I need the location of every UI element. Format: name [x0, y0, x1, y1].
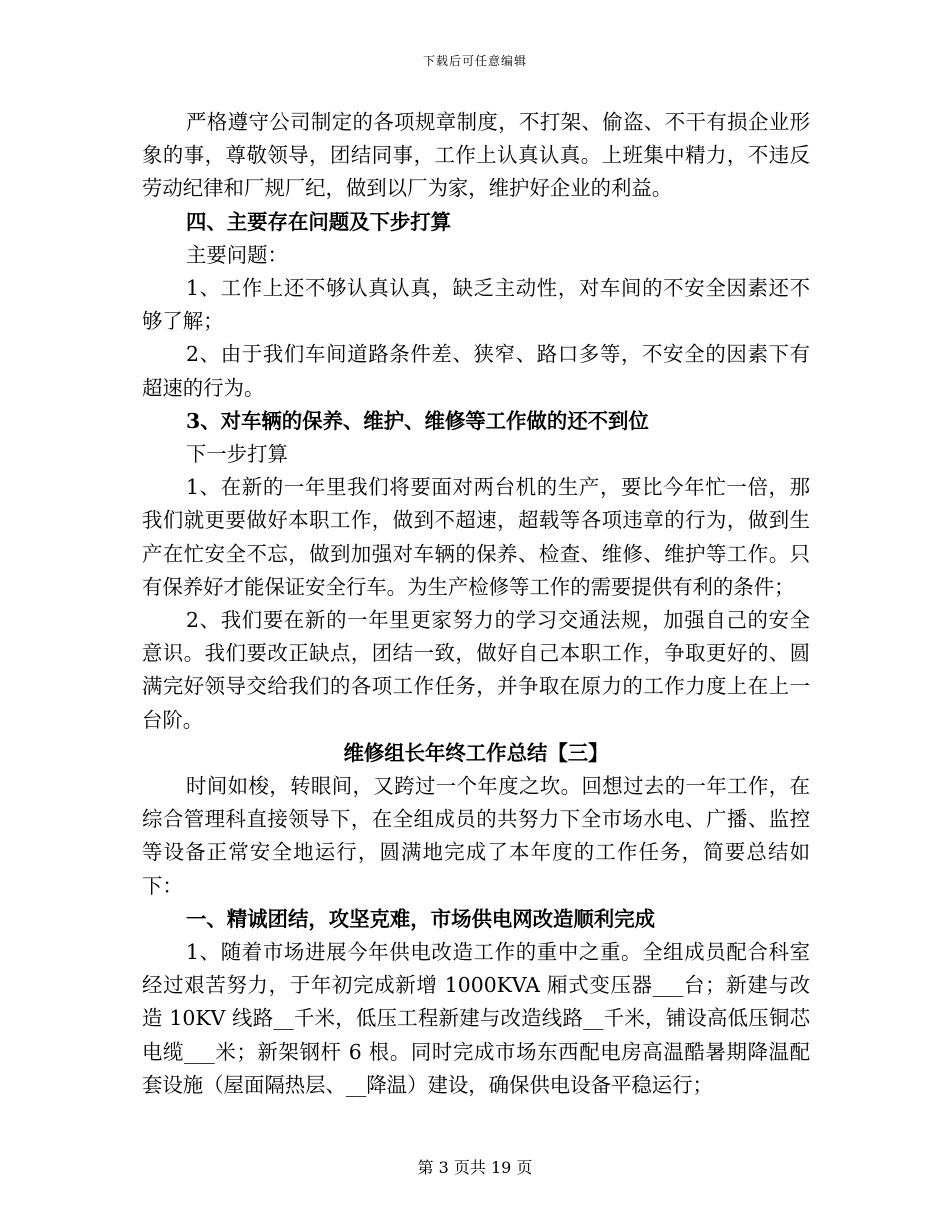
issue-item-1: 1、工作上还不够认真认真，缺乏主动性，对车间的不安全因素还不够了解；	[142, 276, 810, 334]
article-title: 维修组长年终工作总结【三】	[343, 740, 609, 765]
paragraph-discipline: 严格遵守公司制定的各项规章制度，不打架、偷盗、不干有损企业形象的事，尊敬领导，团结同事，工作上认真认真。上班集中精力，不违反劳动纪律和厂规厂纪，做到以厂为家，维护好企业的利益。	[142, 110, 810, 201]
document-body	[142, 106, 810, 1102]
plan-item-1: 1、在新的一年里我们将要面对两台机的生产，要比今年忙一倍，那我们就更要做好本职工作，做到不超速，超载等各项违章的行为，做到生产在忙安全不忘，做到加强对车辆的保养、检查、维修、维护等工作。只有保养好才能保证安全行车。为生产检修等工作的需要提供有利的条件；	[142, 475, 810, 599]
intro-paragraph: 时间如梭，转眼间，又跨过一个年度之坎。回想过去的一年工作，在综合管理科直接领导下，在全组成员的共努力下全市场水电、广播、监控等设备正常安全地运行，圆满地完成了本年度的工作任务，简要总结如下：	[142, 774, 810, 898]
plan-item-2: 2、我们要在新的一年里更家努力的学习交通法规，加强自己的安全意识。我们要改正缺点，团结一致，做好自己本职工作，争取更好的、圆满完好领导交给我们的各项工作任务，并争取在原力的工作力度上在上一台阶。	[142, 608, 810, 732]
issues-label: 主要问题：	[186, 242, 288, 267]
page-header: 下载后可任意编辑	[422, 54, 527, 68]
section-heading-issues-plans: 四、主要存在问题及下步打算	[186, 209, 452, 234]
page-footer: 第 3 页共 19 页	[417, 1158, 533, 1177]
issue-item-2: 2、由于我们车间道路条件差、狭窄、路口多等，不安全的因素下有超速的行为。	[142, 342, 810, 400]
plan-label: 下一步打算	[186, 442, 288, 467]
issue-item-3: 3、对车辆的保养、维护、维修等工作做的还不到位	[186, 408, 649, 433]
paragraph-power-grid: 1、随着市场进展今年供电改造工作的重中之重。全组成员配合科室经过艰苦努力，于年初完成新增 1000KVA 厢式变压器___台；新建与改造 10KV 线路__千米，低压工程新建与改造线路__千米，铺设高低压铜芯电缆___米；新架钢杆 6 根。同时完成市场东西配电房高温酷暑期降温配套设施（屋面隔热层、__降温）建设，确保供电设备平稳运行；	[142, 940, 810, 1097]
section-heading-power-grid: 一、精诚团结，攻坚克难，市场供电网改造顺利完成	[186, 906, 655, 931]
